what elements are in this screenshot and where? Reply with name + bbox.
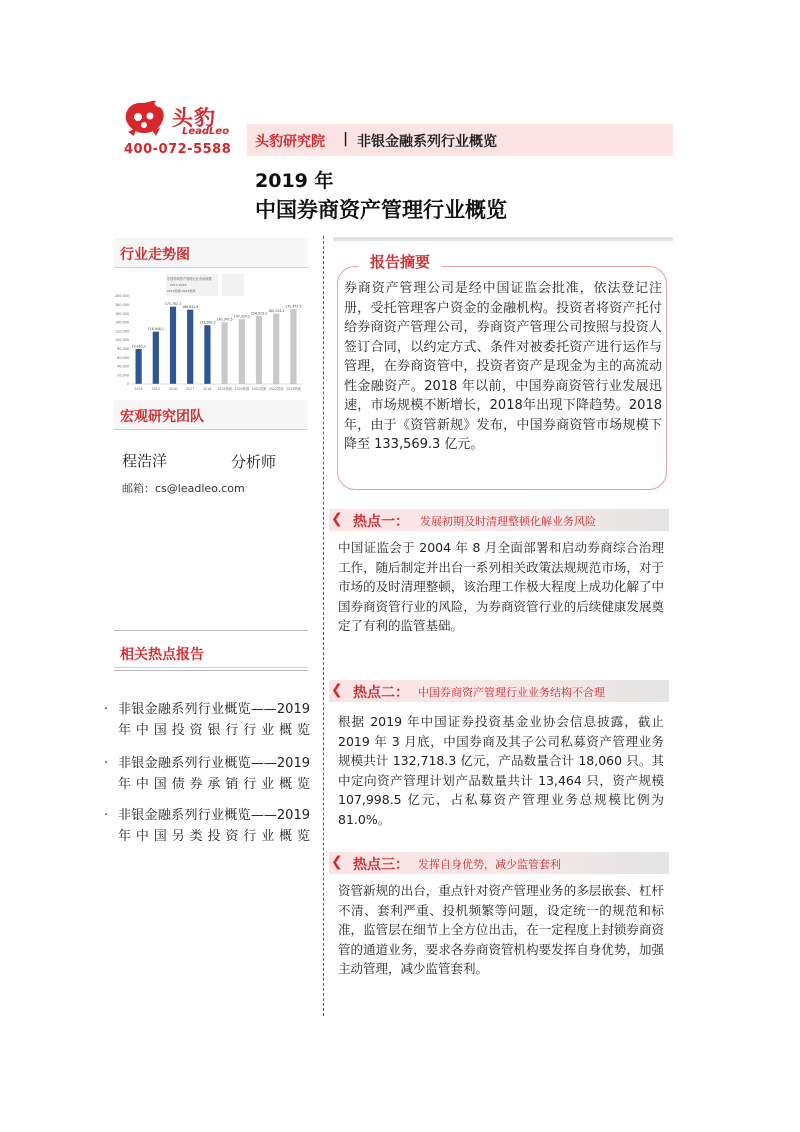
chart-bar: [222, 322, 228, 384]
hot-point-text: 根据 2019 年中国证券投资基金业协会信息披露，截止 2019 年 3 月底，中国券商及其子公司私募资产管理业务规模共计 132,718.3 亿元，产品数量合计 18,060 只。其中定向资产管理计划产品数量共计 13,464 只，资产规模 107,998.5 亿元，占私募资产管理业务总规模比例为 81.0%。: [338, 714, 664, 827]
y-tick-label: 0: [126, 382, 129, 387]
top-rule: [333, 237, 673, 241]
chart-title: 中国券商资产管理行业市场规模: [167, 277, 212, 281]
x-tick-label: 2021预测: [251, 387, 267, 391]
bar-value-label: 147,394.2: [233, 314, 250, 319]
chart-bar: [153, 332, 159, 384]
bar-value-label: 140,347.5: [216, 317, 233, 322]
chart-bar: [204, 325, 210, 384]
hot-point-subtitle: 中国券商资产管理行业业务结构不合理: [418, 686, 605, 699]
x-tick-label: 2018: [203, 387, 212, 391]
bar-value-label: 168,842.9: [182, 305, 199, 310]
x-tick-label: 2015: [151, 387, 160, 391]
bar-value-label: 170,472.5: [285, 304, 302, 309]
divider-line: [114, 670, 308, 671]
x-tick-label: 2023预测: [286, 387, 301, 391]
y-tick-label: 20,000: [117, 373, 129, 378]
brand-name-en: LeadLeo: [182, 126, 230, 137]
chevron-left-icon: ❮: [331, 682, 343, 698]
leopard-logo-icon: [122, 98, 166, 138]
x-tick-label: 2016: [168, 387, 178, 391]
related-report-link[interactable]: 非银金融系列行业概览——2019 年中国债券承销行业概览: [118, 756, 310, 792]
y-tick-label: 60,000: [117, 355, 129, 360]
hot-point-text: 资管新规的出台，重点针对资产管理业务的多层嵌套、杠杆不清、套利严重、投机频繁等问题，设定统一的规范和标准，监管层在细节上全方位出击，在一定程度上封锁券商资管的通道业务，要求各券商资管机构要发挥自身优势，加强主动管理，减少监管套利。: [338, 883, 664, 976]
y-tick-label: 100,000: [114, 338, 129, 343]
chart-bar: [290, 309, 296, 384]
bar-value-label: 133,569.3: [199, 320, 216, 325]
bar-value-label: 79,463.3: [131, 344, 146, 349]
institute-name: 头豹研究院: [255, 134, 325, 150]
hot-point-text: 中国证监会于 2004 年 8 月全面部署和启动券商综合治理工作，随后制定并出台一系列相关政策法规规范市场，对于市场的及时清理整顿，该治理工作极大程度上成功化解了中国券商资管行业的风险，为券商资管行业的后续健康发展奠定了有利的监管基础。: [338, 540, 664, 633]
related-report-link[interactable]: 非银金融系列行业概览——2019 年中国另类投资行业概览: [118, 808, 310, 844]
chart-bar: [187, 310, 193, 384]
analyst-name: 程浩洋: [122, 452, 168, 470]
chart-bar: [170, 307, 176, 384]
chart-x-axis: [130, 384, 302, 391]
report-title: 中国券商资产管理行业概览: [255, 198, 507, 222]
y-tick-label: 80,000: [117, 347, 129, 351]
chevron-left-icon: ❮: [331, 511, 343, 527]
x-tick-label: 2020预测: [234, 387, 250, 391]
bar-value-label: 160,254.3: [268, 308, 285, 313]
hot-point-header: [329, 680, 669, 702]
related-heading: 相关热点报告: [114, 638, 308, 668]
header-separator: |: [343, 131, 349, 147]
series-title: 非银金融系列行业概览: [357, 134, 497, 150]
report-year: 2019 年: [255, 170, 334, 192]
x-tick-label: 2017: [186, 387, 195, 391]
header-band: [247, 124, 673, 156]
chart-cagr-box: [222, 274, 244, 296]
chevron-left-icon: ❮: [331, 854, 343, 870]
y-tick-label: 120,000: [114, 329, 129, 334]
summary-text: 券商资产管理公司是经中国证监会批准，依法登记注册，受托管理客户资金的金融机构。投资者将资产托付给券商资产管理公司，券商资产管理公司按照与投资人签订合同，以约定方式、条件对被委托资产进行运作与管理，在券商资管中，投资者资产是现金为主的高流动性金融资产。2018 年以前，中国券商资管行业发展迅速，市场规模不断增长，2018年出现下降趋势。2018 年，由于《资管新规》发布，中国券商资管市场规模下降至 133,569.3 亿元。: [344, 281, 662, 452]
x-tick-label: 2022预测: [268, 387, 284, 391]
related-report-item[interactable]: [104, 699, 310, 743]
chart-bars: [131, 302, 301, 384]
chart-legend-forecast: 2019预测-2023预测: [167, 289, 196, 293]
hot-point-subtitle: 发展初期及时清理整顿化解业务风险: [420, 515, 596, 528]
chart-bar: [273, 313, 279, 384]
chart-bar: [136, 349, 142, 384]
y-tick-label: 160,000: [114, 311, 129, 316]
related-report-item[interactable]: [104, 805, 310, 849]
y-tick-label: 180,000: [114, 303, 129, 307]
bar-value-label: 118,948.1: [147, 327, 164, 332]
hot-point-header: [329, 509, 669, 531]
trend-chart: [114, 272, 306, 402]
phone-number: 400-072-5588: [124, 142, 232, 157]
bullet-icon: ·: [104, 702, 109, 717]
hot-point-subtitle: 发挥自身优势，减少监管套利: [418, 858, 561, 871]
team-heading: 宏观研究团队: [114, 400, 308, 430]
summary-label: 报告摘要: [358, 251, 442, 272]
hot-point-header: [329, 852, 669, 874]
analyst-role: 分析师: [231, 453, 277, 471]
y-tick-label: 200,000: [114, 294, 129, 299]
bullet-icon: ·: [104, 808, 109, 823]
bar-value-label: 175,762.1: [164, 302, 182, 307]
column-divider: [323, 236, 324, 1016]
chart-y-axis: [115, 294, 129, 386]
divider-line: [114, 630, 308, 631]
chart-bar: [256, 316, 262, 384]
bar-value-label: 154,529.2: [250, 311, 268, 316]
analyst-email[interactable]: 邮箱：cs@leadleo.com: [122, 482, 245, 495]
hot-point-title: 热点一：: [353, 514, 409, 530]
chart-legend-actual: 2014-2018: [170, 283, 187, 287]
trend-chart-svg: [114, 272, 306, 402]
chart-bar: [239, 319, 245, 384]
hot-point-title: 热点二：: [353, 685, 409, 701]
related-report-item[interactable]: [104, 753, 310, 797]
x-tick-label: 2019预测: [217, 387, 232, 391]
x-tick-label: 2014: [134, 387, 143, 391]
trend-heading: 行业走势图: [114, 238, 308, 268]
related-report-link[interactable]: 非银金融系列行业概览——2019 年中国投资银行行业概览: [118, 702, 310, 738]
bullet-icon: ·: [104, 756, 109, 771]
brand-name-cn: 头豹: [172, 106, 216, 130]
y-tick-label: 40,000: [117, 364, 129, 369]
hot-point-title: 热点三：: [353, 857, 409, 873]
y-tick-label: 140,000: [114, 320, 129, 325]
